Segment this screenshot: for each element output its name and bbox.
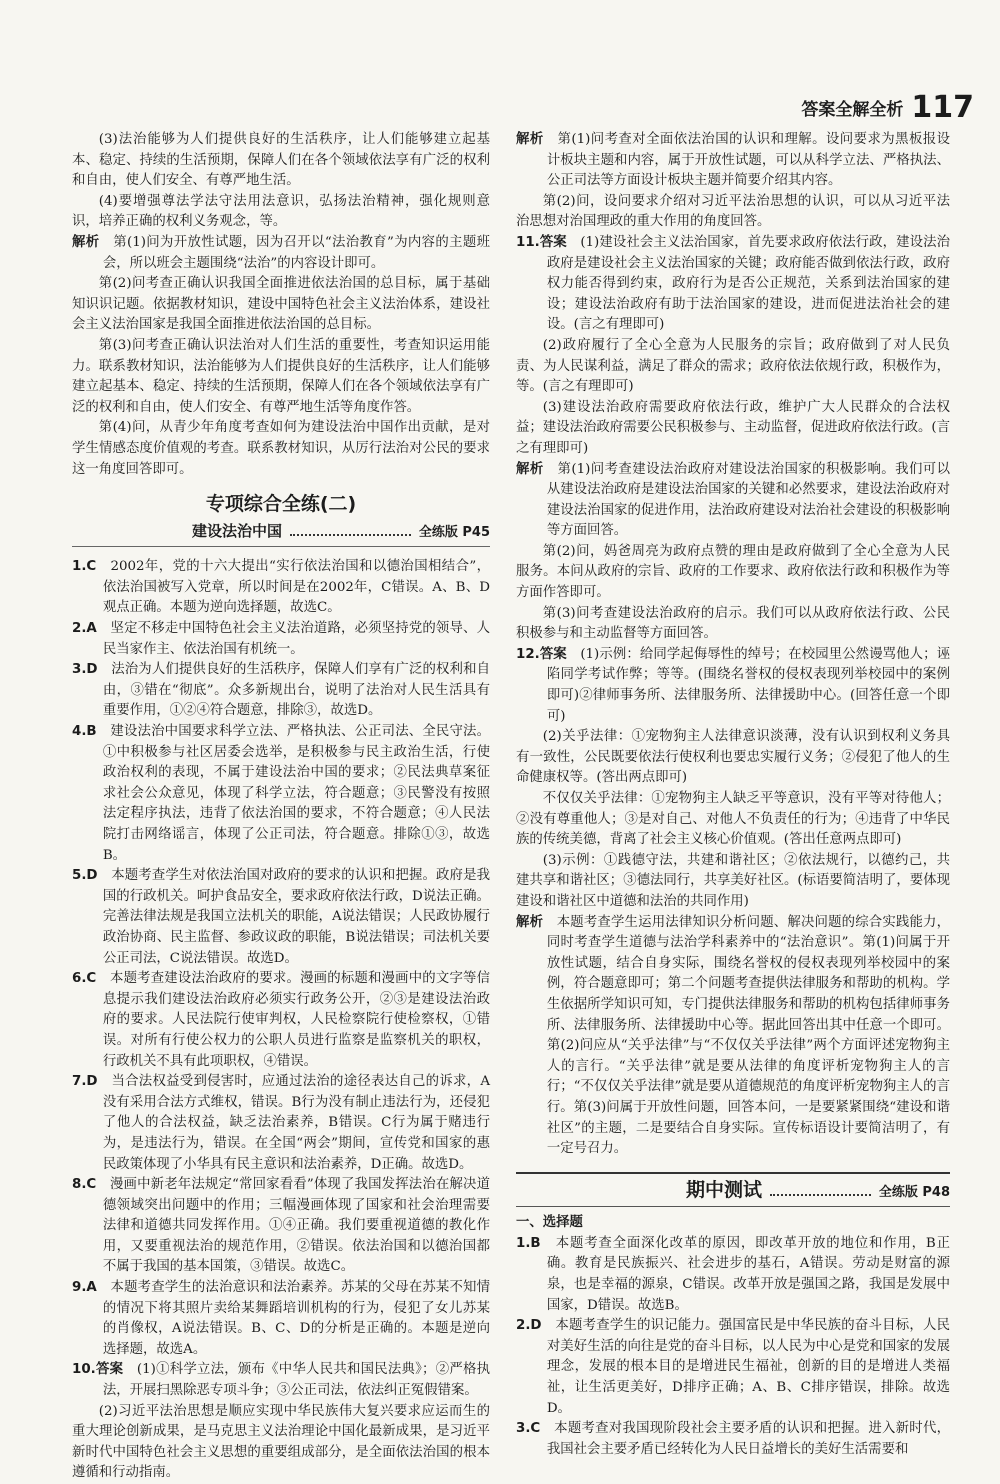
paragraph: 第(2)问，妈爸周亮为政府点赞的理由是政府做到了全心全意为人民服务。本问从政府的宗旨、政府的工作要求、政府依法行政和积极作为等方面作答即可。	[516, 543, 950, 601]
right-column	[516, 130, 950, 1460]
analysis-block	[516, 130, 950, 192]
paragraph: 第(4)问，从青少年角度考查如何为建设法治中国作出贡献，是对学生情感态度价值观的考查。联系教材知识，从厉行法治对公民的要求这一角度回答即可。	[72, 420, 490, 477]
answer-text: (1)建设社会主义法治国家，首先要求政府依法行政，建设法治政府是建设社会主义法治国家的关键；政府能否做到依法行政，政府权力能否得到约束，政府行为是否公正规范，关系到法治国家的建设；建设法治政府有助于法治国家的建设，进而促进法治社会的建设。(言之有理即可)	[546, 234, 951, 333]
answer-text: 本题考查对我国现阶段社会主要矛盾的认识和把握。进入新时代，我国社会主要矛盾已经转化为人民日益增长的美好生活需要和	[546, 1421, 951, 1457]
dot-leader	[770, 1194, 871, 1196]
answer-number: 12.答案	[516, 646, 567, 662]
answer-item	[72, 619, 490, 660]
answer-item	[516, 233, 950, 336]
analysis-block	[516, 913, 950, 1160]
analysis-text: 第(1)问考查建设法治政府对建设法治国家的积极影响。我们可以从建设法治政府是建设法治国家的关键和必然要求，建设法治政府对建设法治国家的促进作用，法治政府建设对法治社会建设的积极影响等方面回答。	[546, 461, 951, 539]
answer-item	[516, 645, 950, 727]
answer-item	[72, 557, 490, 619]
analysis-block	[516, 460, 950, 542]
answer-number: 7.D	[72, 1074, 98, 1090]
analysis-label: 解析	[516, 132, 544, 147]
answer-text: 2002年，党的十六大提出“实行依法治国和以德治国相结合”，依法治国被写入党章，所以时间是在2002年，C错误。A、B、D观点正确。本题为逆向选择题，故选C。	[102, 559, 490, 616]
answer-number: 3.C	[516, 1421, 541, 1437]
analysis-text: 本题考查学生运用法律知识分析问题、解决问题的综合实践能力，同时考查学生道德与法治学科素养中的“法治意识”。第(1)问属于开放性试题，结合自身实际，围绕名誉权的侵权表现列举校园中的案例，符合题意即可；第二个问题考查提供法律服务和帮助的机构。学生依据所学知识可知，专门提供法律服务和帮助的机构包括律师事务所、法律服务所、法律援助中心等。据此回答出其中任意一个即可。第(2)问应从“关乎法律”与“不仅仅关乎法律”两个方面评述宠物狗主人的言行。“关乎法律”就是要从法律的角度评析宠物狗主人的言行；“不仅仅关乎法律”就是要从道德规范的角度评析宠物狗主人的言行。第(3)问属于开放性问题，回答本问，一是要紧紧围绕“建设和谐社区”的主题，二是要结合自身实际。宣传标语设计要简洁明了，有一定号召力。	[546, 914, 951, 1157]
analysis-block	[72, 233, 490, 274]
left-column	[72, 130, 490, 1484]
answer-text: 法治为人们提供良好的生活秩序，保障人们享有广泛的权利和自由，③错在“彻底”。众多新规出台，说明了法治对人民生活具有重要作用，①②④符合题意，排除③，故选D。	[102, 662, 491, 719]
header-label: 答案全解全析	[801, 99, 904, 120]
answer-text: 本题考查全面深化改革的原因，即改革开放的地位和作用，B正确。教育是民族振兴、社会进步的基石，A错误。劳动是财富的源泉，也是幸福的源泉，C错误。改革开放是强国之路，我国是发展中国家，D错误。故选B。	[546, 1235, 951, 1313]
answer-item	[72, 969, 490, 1072]
paragraph: (3)法治能够为人们提供良好的生活秩序，让人们能够建立起基本、稳定、持续的生活预期，保障人们在各个领域依法享有广泛的权利和自由，使人们安全、有尊严地生活。	[72, 132, 490, 189]
paragraph: 第(2)问考查正确认识我国全面推进依法治国的总目标，属于基础知识识记题。依据教材知识，建设中国特色社会主义法治体系，建设社会主义法治国家是我国全面推进依法治国的总目标。	[72, 276, 490, 333]
test-page-ref: 全练版 P48	[878, 1184, 950, 1200]
answer-number: 8.C	[72, 1177, 97, 1193]
page-number: 117	[911, 89, 974, 125]
answer-text: 本题考查建设法治政府的要求。漫画的标题和漫画中的文字等信息提示我们建设法治政府必须实行政务公开，②③是建设法治政府的要求。人民法院行使审判权，人民检察院行使检察权，①错误。对所有行使公权力的公职人员进行监察是监察机关的职权，行政机关不具有此项职权，④错误。	[102, 971, 490, 1069]
analysis-label: 解析	[516, 914, 544, 930]
paragraph: (4)要增强尊法学法守法用法意识，弘扬法治精神，强化规则意识，培养正确的权利义务观念，等。	[72, 193, 490, 230]
answer-number: 1.C	[72, 559, 97, 575]
paragraph: 第(2)问，设问要求介绍对习近平法治思想的认识，可以从习近平法治思想对治国理政的重大作用的角度回答。	[516, 193, 950, 230]
paragraph: 第(3)问考查建设法治政府的启示。我们可以从政府依法行政、公民积极参与和主动监督等方面回答。	[516, 605, 950, 642]
analysis-text: 第(1)问考查对全面依法治国的认识和理解。设问要求为黑板报设计板块主题和内容，属于开放性试题，可以从科学立法、严格执法、公正司法等方面设计板块主题并简要介绍其内容。	[546, 132, 951, 189]
answer-item	[72, 660, 490, 722]
answer-number: 4.B	[72, 724, 97, 740]
answer-text: 漫画中新老年法规定“常回家看看”体现了我国发挥法治在解决道德领域突出问题中的作用；三幅漫画体现了国家和社会治理需要法律和道德共同发挥作用。①④正确。我们要重视道德的教化作用，又要重视法治的规范作用，②错误。依法治国和以德治国都不属于我国的基本国策，③错误。故选C。	[102, 1177, 490, 1275]
paragraph: (3)示例：①践德守法，共建和谐社区；②依法规行，以德约己，共建共享和谐社区；③德法同行，共享美好社区。(标语要简洁明了，要体现建设和谐社区中道德和法治的共同作用)	[516, 852, 950, 909]
section-subtitle-bar	[72, 521, 490, 548]
answer-number: 11.答案	[516, 234, 567, 250]
page-header	[801, 88, 974, 126]
answer-item	[72, 722, 490, 866]
answer-text: 本题考查学生的法治意识和法治素养。苏某的父母在苏某不知情的情况下将其照片卖给某舞蹈培训机构的行为，侵犯了女儿苏某的肖像权，A说法错误。B、C、D的分析是正确的。本题是逆向选择题，故选A。	[102, 1280, 491, 1357]
answer-item	[72, 1360, 490, 1401]
answer-item	[516, 1316, 950, 1419]
answer-item	[72, 866, 490, 969]
answer-text: 当合法权益受到侵害时，应通过法治的途径表达自己的诉求，A没有采用合法方式维权，错误。B行为没有制止违法行为，还侵犯了他人的合法权益，缺乏法治素养，B错误。C行为属于赌违行为，是违法行为，错误。在全国“两会”期间，宣传党和国家的惠民政策体现了小华具有民主意识和法治素养，D正确。故选D。	[102, 1074, 491, 1172]
answer-text: 本题考查学生的识记能力。强国富民是中华民族的奋斗目标，人民对美好生活的向往是党的奋斗目标，以人民为中心是党和国家的发展理念，发展的根本目的是增进民生福祉，创新的目的是增进人类福祉，让生活更美好，D排序正确；A、B、C排序错误，排除。故选D。	[546, 1318, 951, 1416]
part-label: 一、选择题	[516, 1215, 583, 1231]
answer-text: 建设法治中国要求科学立法、严格执法、公正司法、全民守法。①中积极参与社区居委会选举，是积极参与民主政治生活，行使政治权利的表现，不属于建设法治中国的要求；②民法典草案征求社会公众意见，体现了科学立法，符合题意；③民警没有按照法定程序执法，违背了依法治国的要求，不符合题意；④人民法院打击网络谣言，体现了公正司法，符合题意。排除①③，故选B。	[102, 724, 491, 863]
answer-item	[516, 1234, 950, 1316]
answer-number: 10.答案	[72, 1362, 124, 1378]
answer-item	[72, 1072, 490, 1175]
test-title: 期中测试	[686, 1178, 763, 1201]
paragraph: 第(3)问考查正确认识法治对人们生活的重要性，考查知识运用能力。联系教材知识，法治能够为人们提供良好的生活秩序，让人们能够建立起基本、稳定、持续的生活预期，保障人们在各个领域依法享有广泛的权利和自由，使人们安全、有尊严地生活等角度作答。	[72, 337, 490, 415]
paragraph: (3)建设法治政府需要政府依法行政，维护广大人民群众的合法权益；建设法治政府需要公民积极参与、主动监督，促进政府依法行政。(言之有理即可)	[516, 399, 950, 456]
answer-text: (1)示例：给同学起侮辱性的绰号；在校园里公然谩骂他人；诬陷同学考试作弊；等等。(围绕名誉权的侵权表现列举校园中的案例即可)②律师事务所、法律服务所、法律援助中心。(回答任意一个即可)	[546, 646, 951, 724]
section-title: 专项综合全练(二)	[205, 493, 357, 516]
answer-number: 2.D	[516, 1318, 542, 1334]
test-heading	[516, 1172, 950, 1208]
section-subtitle: 建设法治中国	[192, 521, 283, 540]
section-page-ref: 全练版 P45	[418, 524, 490, 540]
answer-item	[516, 1419, 950, 1460]
answer-number: 6.C	[72, 971, 97, 987]
analysis-text: 第(1)问为开放性试题，因为召开以“法治教育”为内容的主题班会，所以班会主题围绕“法治”的内容设计即可。	[102, 234, 491, 271]
answer-text: 坚定不移走中国特色社会主义法治道路，必须坚持党的领导、人民当家作主、依法治国有机统一。	[102, 621, 491, 657]
analysis-label: 解析	[516, 461, 544, 477]
answer-number: 9.A	[72, 1280, 97, 1296]
dot-leader	[290, 534, 411, 536]
answer-number: 2.A	[72, 621, 97, 637]
answer-number: 3.D	[72, 662, 98, 678]
answer-number: 5.D	[72, 868, 98, 884]
paragraph: (2)政府履行了全心全意为人民服务的宗旨；政府做到了对人民负责、为人民谋利益，满足了群众的需求；政府依法依规行政，积极作为，等。(言之有理即可)	[516, 337, 950, 395]
answer-item	[72, 1175, 490, 1278]
answer-number: 1.B	[516, 1235, 541, 1251]
answer-text: (1)①科学立法，颁布《中华人民共和国民法典》；②严格执法，开展扫黑除恶专项斗争；③公正司法，依法纠正冤假错案。	[102, 1362, 490, 1399]
paragraph: (2)关乎法律：①宠物狗主人法律意识淡薄，没有认识到权利义务具有一致性，公民既要依法行使权利也要忠实履行义务；②侵犯了他人的生命健康权等。(答出两点即可)	[516, 729, 950, 786]
analysis-label: 解析	[72, 234, 100, 250]
paragraph: 不仅仅关乎法律：①宠物狗主人缺乏平等意识，没有平等对待他人；②没有尊重他人；③是对自己、对他人不负责任的行为；④违背了中华民族的传统美德，背离了社会主义核心价值观。(答出任意两点即可)	[516, 791, 950, 848]
answer-text: 本题考查学生对依法治国对政府的要求的认识和把握。政府是我国的行政机关。呵护食品安全，要求政府依法行政，D说法正确。完善法律法规是我国立法机关的职能，A说法错误；人民政协履行政治协商、民主监督、参政议政的职能，B说法错误；司法机关要公正司法，C说法错误。故选D。	[102, 868, 491, 966]
answer-item	[72, 1278, 490, 1360]
paragraph: (2)习近平法治思想是顺应实现中华民族伟大复兴要求应运而生的重大理论创新成果，是马克思主义法治理论中国化最新成果，是习近平新时代中国特色社会主义思想的重要组成部分，是全面依法治国的根本遵循和行动指南。	[72, 1403, 490, 1481]
